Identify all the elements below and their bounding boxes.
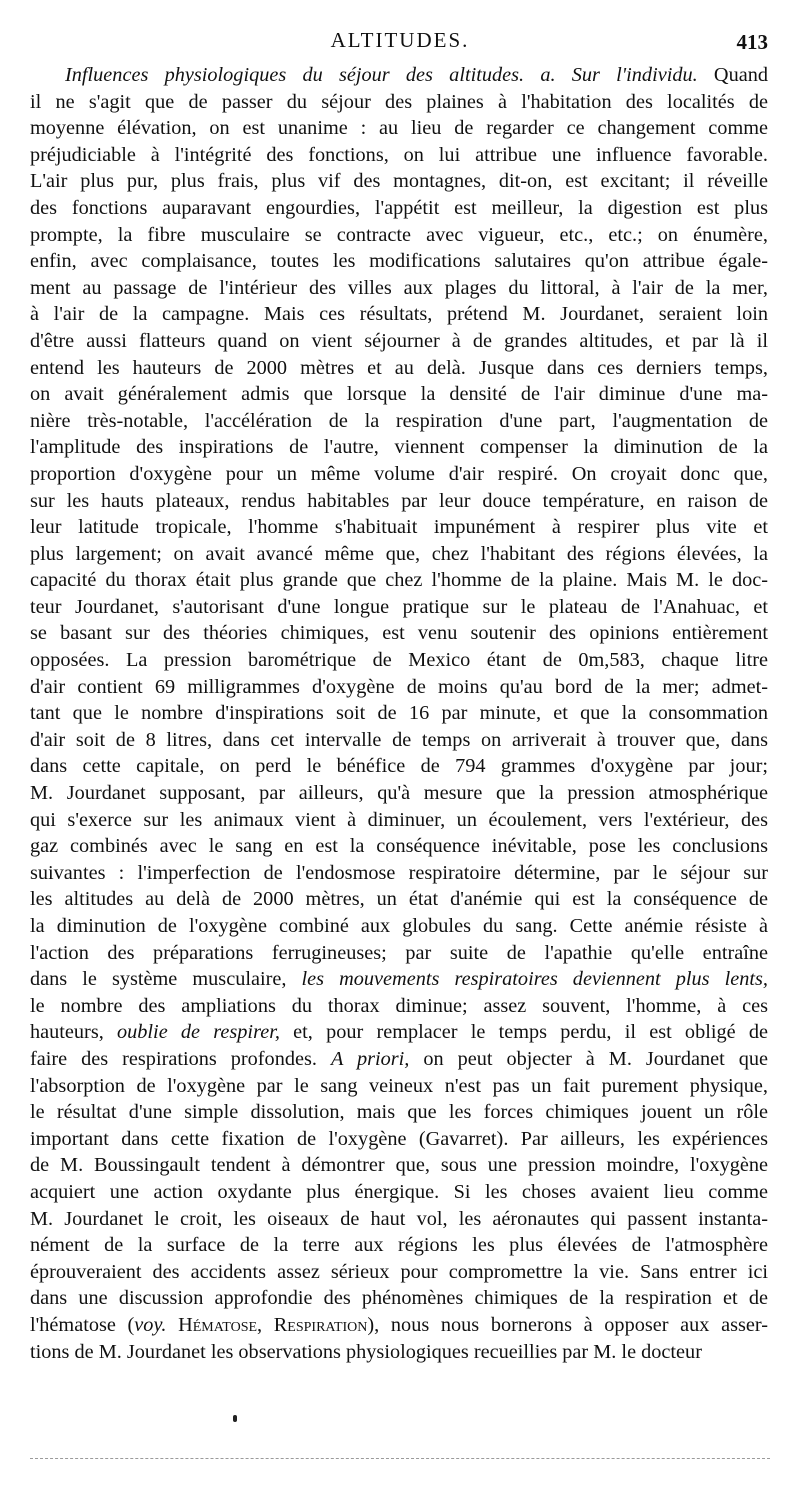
ink-speck	[233, 1415, 237, 1422]
text-line	[30, 461, 768, 488]
text-segment: voy.	[134, 1313, 167, 1336]
text-line	[30, 381, 768, 408]
text-segment: sur les hauts plateaux, rendus habitables par leur douce température, en raison de	[30, 489, 768, 512]
text-segment: Influences physiologiques du séjour des altitudes. a. Sur l'individu.	[65, 64, 698, 86]
text-line	[30, 434, 768, 461]
text-segment: nière très-notable, l'accélération de la respiration d'une part, l'augmentation de	[30, 409, 768, 432]
text-line	[30, 142, 768, 169]
running-title: ALTITUDES.	[330, 28, 470, 52]
text-segment: gaz combinés avec le sang en est la conséquence inévitable, pose les conclusions	[30, 835, 768, 858]
text-line	[30, 780, 768, 807]
text-segment: teur Jourdanet, s'autorisant d'une longue pratique sur le plateau de l'Anahuac, et	[30, 595, 768, 618]
text-line	[30, 408, 768, 435]
text-line	[30, 115, 768, 142]
text-segment: ), nous nous bornerons à opposer aux asser-	[367, 1313, 768, 1336]
text-segment: dans cette capitale, on perd le bénéfice de 794 grammes d'oxygène par jour;	[30, 755, 768, 778]
body-text	[30, 62, 768, 1365]
text-segment: et, pour remplacer le temps perdu, il est obligé de	[279, 1021, 768, 1044]
text-line	[30, 993, 768, 1020]
text-segment: les mouvements respiratoires deviennent plus lents,	[301, 968, 768, 991]
text-segment: enfin, avec complaisance, toutes les modifications salutaires qu'on attribue égale-	[30, 250, 768, 273]
text-line	[30, 753, 768, 780]
text-line	[30, 275, 768, 302]
text-line	[30, 541, 768, 568]
text-line	[30, 328, 768, 355]
text-segment: on peut objecter à M. Jourdanet que	[409, 1047, 768, 1070]
text-line	[30, 594, 768, 621]
text-segment	[166, 1314, 178, 1336]
text-segment: d'air contient 69 milligrammes d'oxygène de moins qu'au bord de la mer; admet-	[30, 675, 768, 698]
text-segment: se basant sur des théories chimiques, est venu soutenir des opinions entièrement	[30, 622, 768, 645]
text-segment: opposées. La pression barométrique de Mexico étant de 0m,583, chaque litre	[30, 649, 768, 672]
text-line	[30, 168, 768, 195]
text-segment: on avait généralement admis que lorsque la densité de l'air diminue d'une ma-	[30, 383, 768, 406]
text-segment: les altitudes au delà de 2000 mètres, un état d'anémie qui est la conséquence de	[30, 888, 768, 911]
text-segment: dans le système musculaire,	[30, 968, 302, 991]
text-line	[30, 1339, 768, 1366]
text-segment: tant que le nombre d'inspirations soit de 16 par minute, et que la consommation	[30, 702, 768, 725]
text-segment: l'action des préparations ferrugineuses; par suite de l'apathie qu'elle entraîne	[30, 941, 768, 964]
text-line	[30, 222, 768, 249]
text-segment: leur latitude tropicale, l'homme s'habituait impunément à respirer plus vite et	[30, 516, 768, 539]
text-line	[30, 1285, 768, 1312]
running-head	[30, 28, 770, 58]
text-segment: tions de M. Jourdanet les observations physiologiques recueillies par M. le docteur	[30, 1340, 702, 1363]
text-segment: moyenne élévation, on est unanime : au lieu de regarder ce changement comme	[30, 117, 768, 140]
text-line	[30, 1126, 768, 1153]
text-line	[30, 700, 768, 727]
text-line	[30, 1099, 768, 1126]
text-line	[30, 1179, 768, 1206]
text-segment: suivantes : l'imperfection de l'endosmose respiratoire détermine, par le séjour sur	[30, 861, 768, 884]
text-line	[30, 195, 768, 222]
text-line	[30, 1232, 768, 1259]
text-segment: acquiert une action oxydante plus énergique. Si les choses avaient lieu comme	[30, 1180, 768, 1203]
text-segment: le nombre des ampliations du thorax diminue; assez souvent, l'homme, à ces	[30, 994, 768, 1017]
text-segment: ment au passage de l'intérieur des villes aux plages du littoral, à l'air de la mer,	[30, 276, 768, 299]
text-segment: A priori,	[330, 1047, 410, 1070]
text-segment: proportion d'oxygène pour un même volume d'air respiré. On croyait donc que,	[30, 462, 768, 485]
text-line	[30, 1259, 768, 1286]
text-line	[30, 940, 768, 967]
text-line	[30, 301, 768, 328]
text-segment: à l'air de la campagne. Mais ces résultats, prétend M. Jourdanet, seraient loin	[30, 303, 768, 326]
text-segment: oublie de respirer,	[117, 1021, 280, 1044]
text-segment: Hématose, Respiration	[178, 1313, 368, 1336]
text-line	[30, 1073, 768, 1100]
text-segment: qui s'exerce sur les animaux vient à diminuer, un écoulement, vers l'extérieur, des	[30, 808, 768, 831]
text-segment: l'hématose (	[30, 1313, 135, 1336]
text-line	[30, 1206, 768, 1233]
text-line	[30, 89, 768, 116]
page-number: 413	[736, 30, 768, 54]
text-segment: important dans cette fixation de l'oxygène (Gavarret). Par ailleurs, les expériences	[30, 1127, 768, 1150]
text-segment: plus largement; on avait avancé même que, chez l'habitant des régions élevées, la	[30, 542, 768, 565]
text-line	[30, 674, 768, 701]
text-segment: de M. Boussingault tendent à démontrer que, sous une pression moindre, l'oxygène	[30, 1154, 768, 1177]
text-segment: M. Jourdanet le croit, les oiseaux de haut vol, les aéronautes qui passent instanta-	[30, 1207, 768, 1230]
text-segment: d'être aussi flatteurs quand on vient séjourner à de grandes altitudes, et par là il	[30, 329, 768, 352]
footer-rule	[30, 1458, 770, 1459]
text-segment: des fonctions auparavant engourdies, l'appétit est meilleur, la digestion est plus	[30, 196, 768, 219]
text-segment: nément de la surface de la terre aux régions les plus élevées de l'atmosphère	[30, 1234, 768, 1257]
text-line	[30, 567, 768, 594]
text-line	[30, 1152, 768, 1179]
text-line	[30, 647, 768, 674]
text-segment: hauteurs,	[30, 1021, 117, 1044]
text-segment: le résultat d'une simple dissolution, mais que les forces chimiques jouent un rôle	[30, 1101, 768, 1124]
text-line	[30, 1046, 768, 1073]
text-line	[30, 1312, 768, 1339]
text-segment: Quand	[697, 64, 768, 86]
text-line	[30, 514, 768, 541]
text-line	[30, 248, 768, 275]
text-segment: préjudiciable à l'intégrité des fonctions, on lui attribue une influence favorable.	[30, 143, 768, 166]
text-segment: il ne s'agit que de passer du séjour des plaines à l'habitation des localités de	[30, 90, 768, 113]
text-segment: capacité du thorax était plus grande que chez l'homme de la plaine. Mais M. le doc-	[30, 569, 768, 592]
text-line	[30, 913, 768, 940]
text-segment: éprouveraient des accidents assez sérieux pour compromettre la vie. Sans entrer ici	[30, 1260, 768, 1283]
text-line	[30, 620, 768, 647]
text-segment: d'air soit de 8 litres, dans cet intervalle de temps on arriverait à trouver que, dans	[30, 728, 768, 751]
text-line	[30, 886, 768, 913]
text-line	[30, 833, 768, 860]
text-segment: l'absorption de l'oxygène par le sang veineux n'est pas un fait purement physique,	[30, 1074, 768, 1097]
text-segment: M. Jourdanet supposant, par ailleurs, qu'à mesure que la pression atmosphérique	[30, 782, 768, 805]
text-segment: dans une discussion approfondie des phénomènes chimiques de la respiration et de	[30, 1287, 768, 1310]
text-line	[30, 727, 768, 754]
text-line	[30, 355, 768, 382]
text-line	[30, 860, 768, 887]
text-line	[30, 966, 768, 993]
text-line	[30, 1019, 768, 1046]
text-segment: faire des respirations profondes.	[30, 1047, 331, 1070]
text-segment: l'amplitude des inspirations de l'autre, viennent compenser la diminution de la	[30, 436, 768, 459]
text-segment: prompte, la fibre musculaire se contracte avec vigueur, etc., etc.; on énumère,	[30, 223, 768, 246]
text-segment: entend les hauteurs de 2000 mètres et au delà. Jusque dans ces derniers temps,	[30, 356, 768, 379]
text-segment: la diminution de l'oxygène combiné aux globules du sang. Cette anémie résiste à	[30, 915, 768, 937]
text-segment: L'air plus pur, plus frais, plus vif des montagnes, dit-on, est excitant; il réveille	[30, 170, 768, 193]
text-line	[30, 807, 768, 834]
text-line	[30, 488, 768, 515]
text-line	[30, 62, 768, 89]
